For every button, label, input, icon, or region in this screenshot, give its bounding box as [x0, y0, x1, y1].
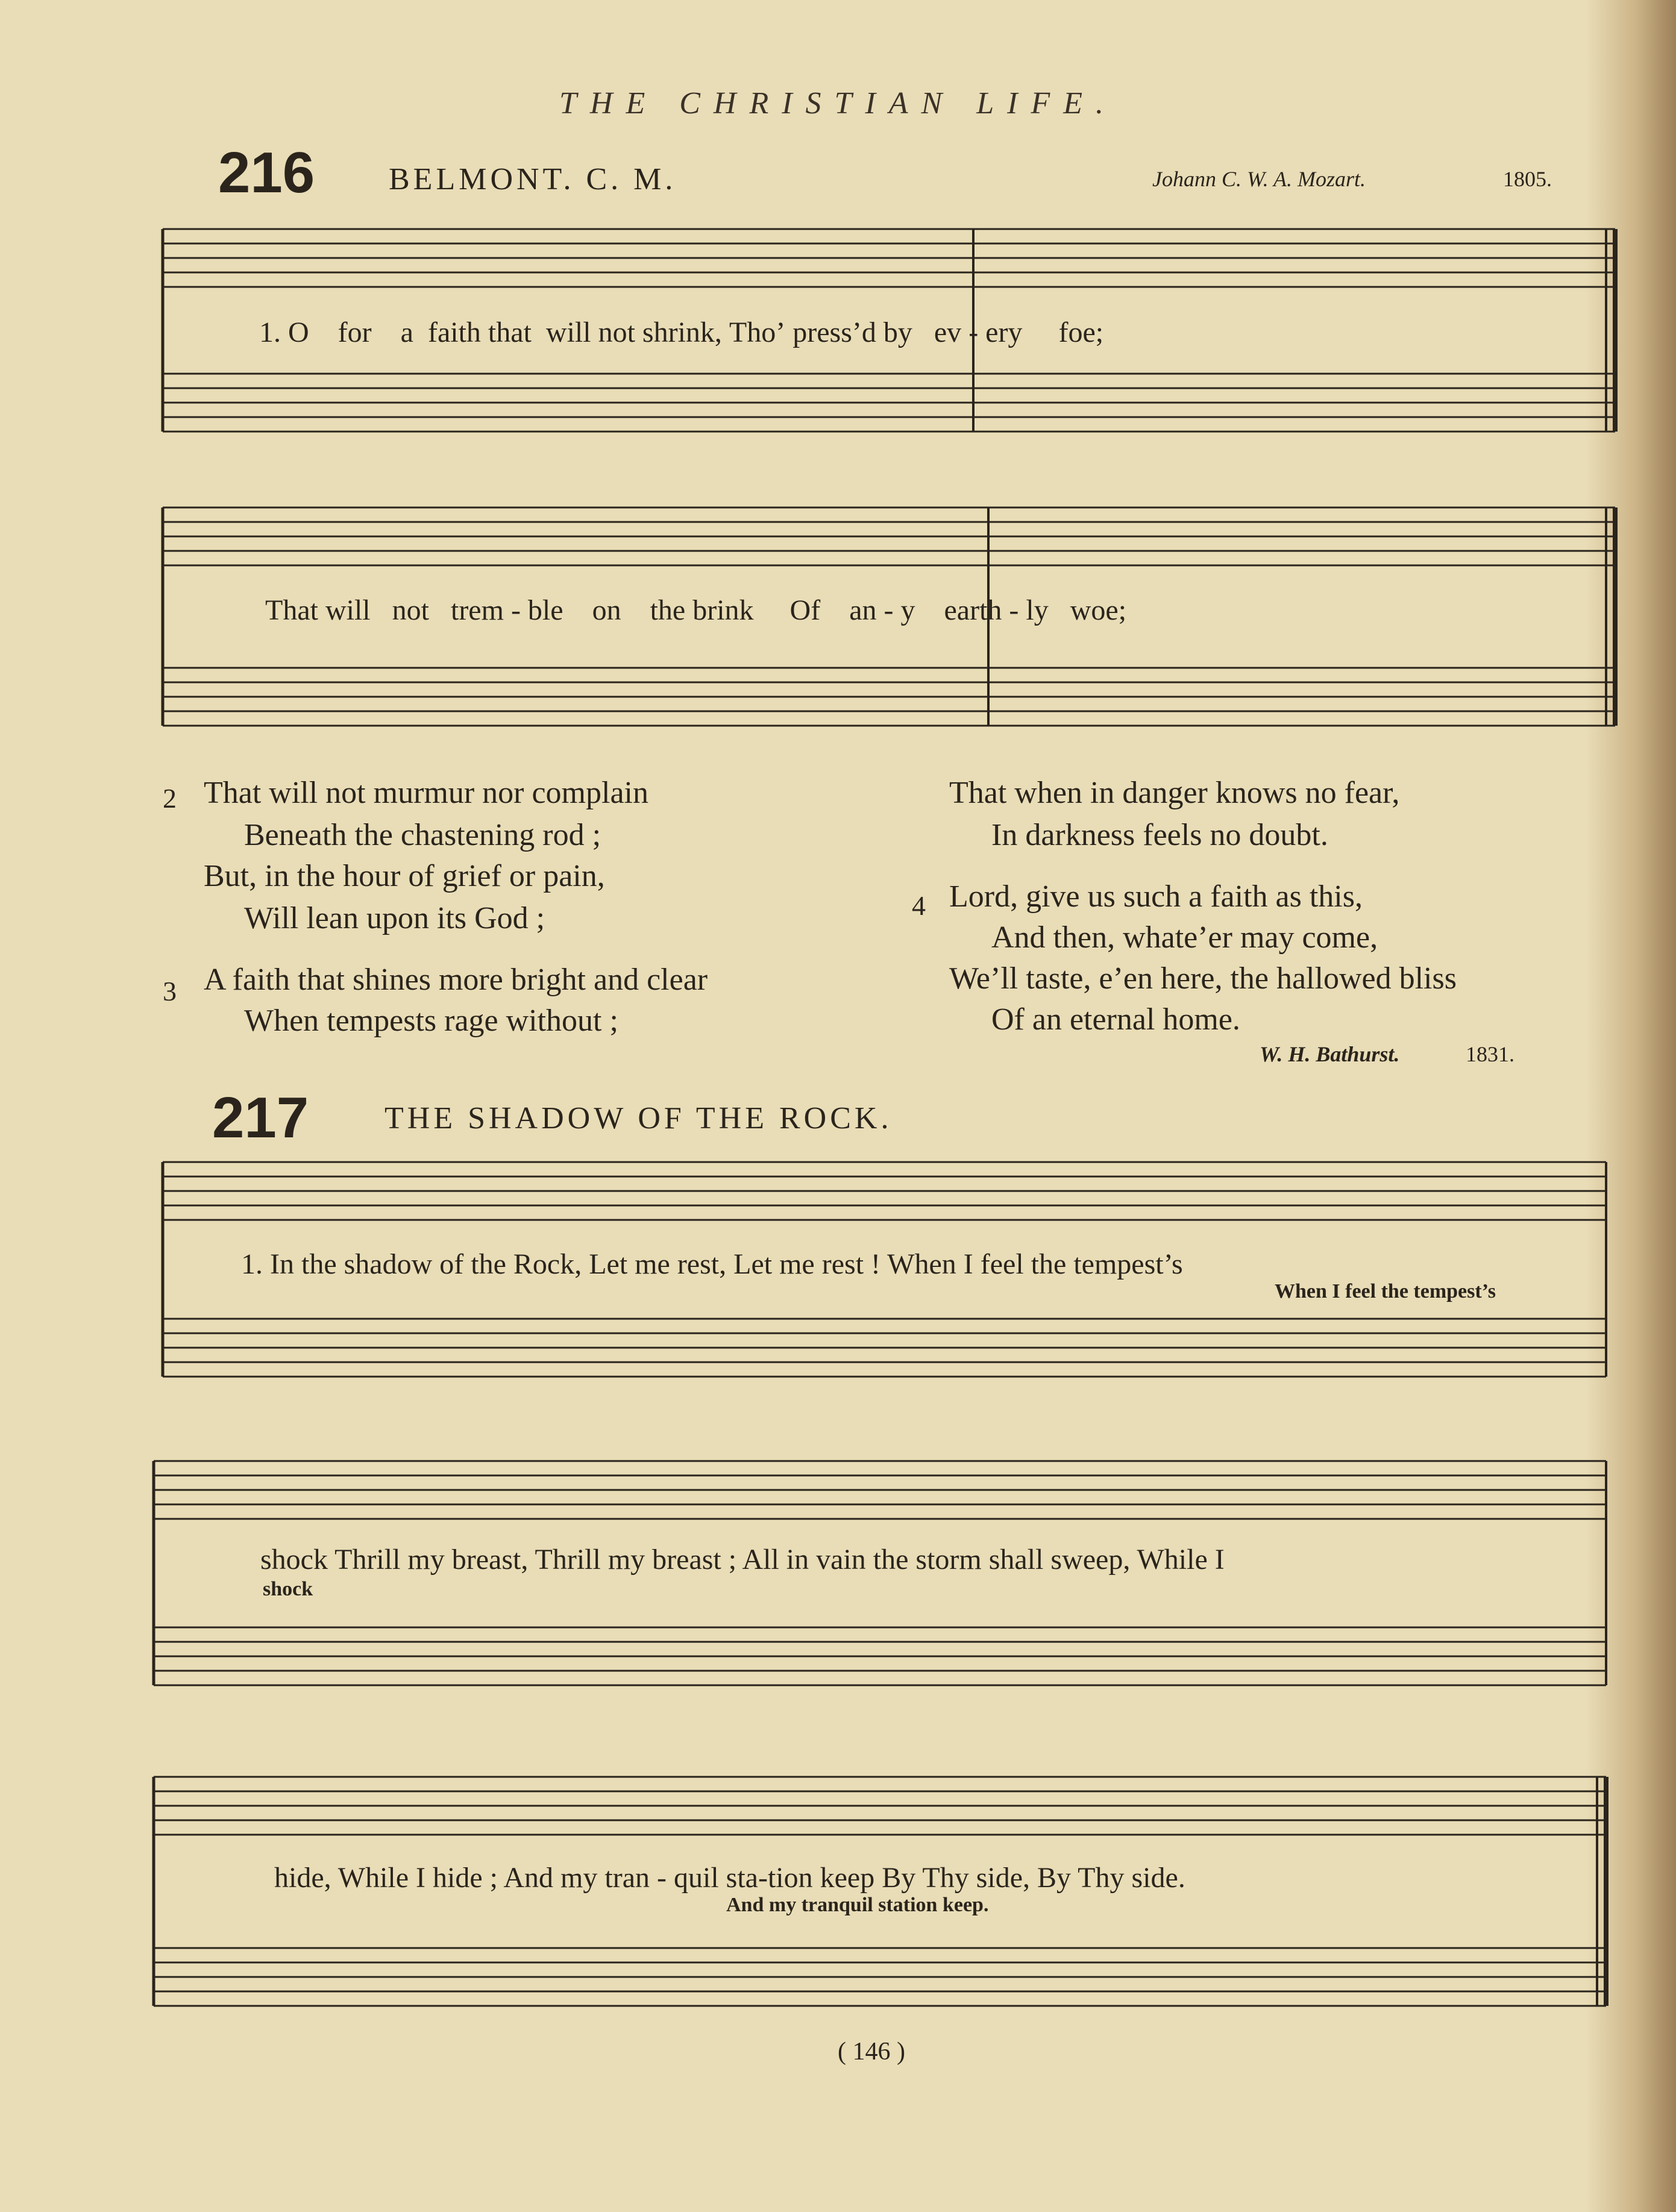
hymn-216-lyric-line-2: That will not trem - ble on the brink Of an - y earth - ly woe;: [265, 594, 1127, 626]
tune-name-216: BELMONT. C. M.: [389, 162, 677, 196]
stanza-3-continued-line-1: That when in danger knows no fear,: [949, 776, 1400, 810]
hymn-217-cue-line-3: And my tranquil station keep.: [726, 1894, 989, 1916]
hymn-217-lyric-line-2: shock Thrill my breast, Thrill my breast ; All in vain the storm shall sweep, While I: [260, 1544, 1225, 1576]
author-year-216: 1831.: [1466, 1042, 1514, 1066]
hymn-217-cue-line-1: When I feel the tempest’s: [1275, 1280, 1496, 1302]
page-number: ( 146 ): [838, 2038, 905, 2066]
composer-year-216: 1805.: [1503, 167, 1552, 191]
hymn-216-lyric-line-1: 1. O for a faith that will not shrink, Tho’ press’d by ev - ery foe;: [259, 316, 1104, 348]
hymn-number-217: 217: [212, 1086, 309, 1150]
stanza-2-line-3: But, in the hour of grief or pain,: [204, 859, 605, 893]
stanza-3-line-1: A faith that shines more bright and clear: [204, 963, 708, 997]
stanza-4-line-2: And then, whate’er may come,: [991, 920, 1378, 955]
stanza-4-number: 4: [912, 890, 926, 921]
stanza-4-line-1: Lord, give us such a faith as this,: [949, 879, 1363, 914]
composer-216: Johann C. W. A. Mozart.: [1152, 167, 1366, 191]
author-216: W. H. Bathurst.: [1260, 1042, 1400, 1066]
hymn-217-lyric-line-3: hide, While I hide ; And my tran - quil sta-tion keep By Thy side, By Thy side.: [274, 1862, 1185, 1894]
hymn-217-cue-line-2: shock: [263, 1578, 313, 1600]
stanza-4-line-3: We’ll taste, e’en here, the hallowed bliss: [949, 961, 1457, 996]
hymn-217-lyric-line-1: 1. In the shadow of the Rock, Let me rest, Let me rest ! When I feel the tempest’s: [241, 1248, 1183, 1280]
stanza-2-line-1: That will not murmur nor complain: [204, 776, 648, 810]
stanza-4-line-4: Of an eternal home.: [991, 1002, 1240, 1037]
stanza-3-number: 3: [163, 976, 177, 1007]
hymn-number-216: 216: [218, 140, 315, 205]
tune-name-217: THE SHADOW OF THE ROCK.: [384, 1101, 893, 1136]
stanza-2-line-2: Beneath the chastening rod ;: [244, 818, 601, 852]
stanza-2-line-4: Will lean upon its God ;: [244, 901, 545, 935]
stanza-3-continued-line-2: In darkness feels no doubt.: [991, 818, 1328, 852]
running-head: THE CHRISTIAN LIFE.: [559, 86, 1117, 121]
stanza-2-number: 2: [163, 783, 177, 814]
stanza-3-line-2: When tempests rage without ;: [244, 1004, 618, 1038]
